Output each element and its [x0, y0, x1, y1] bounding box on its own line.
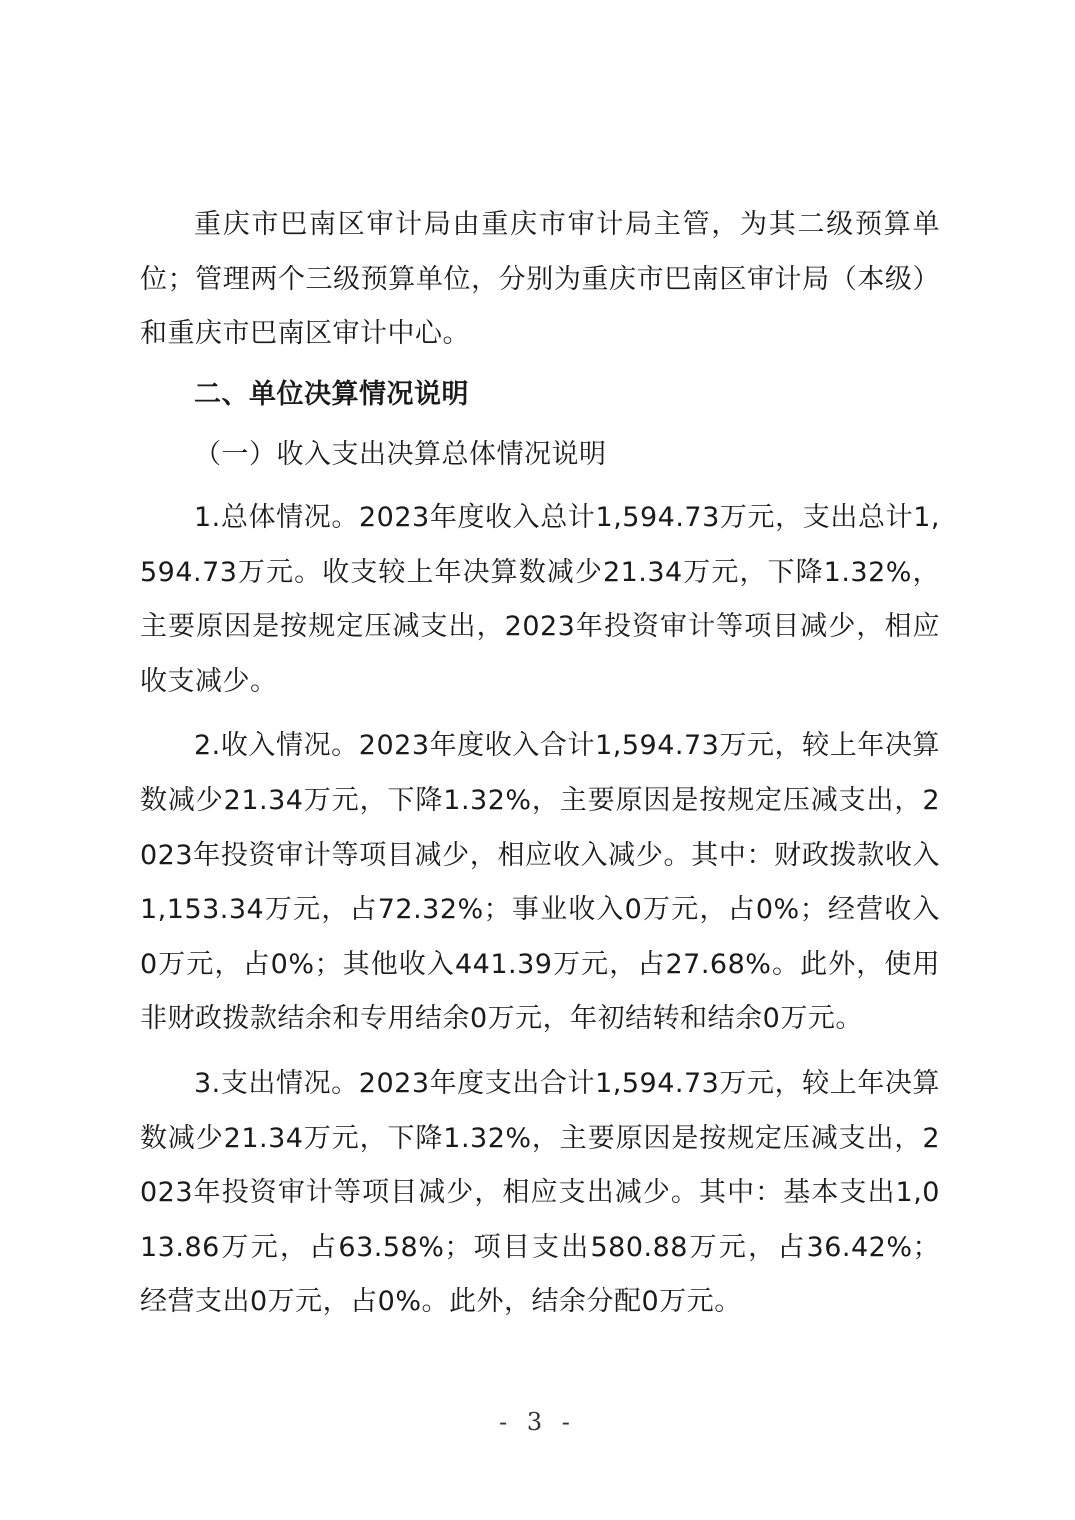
income-situation-paragraph — [140, 719, 940, 1047]
income-situation-lead: 2.收入情况。 — [194, 730, 359, 762]
subsection-heading: （一）收入支出决算总体情况说明 — [194, 439, 607, 471]
section-heading: 二、单位决算情况说明 — [194, 378, 469, 410]
intro-paragraph: 重庆市巴南区审计局由重庆市审计局主管，为其二级预算单位；管理两个三级预算单位，分别为重庆市巴南区审计局（本级）和重庆市巴南区审计中心。 — [140, 209, 940, 350]
expenditure-situation-text: 2023年度支出合计1,594.73万元，较上年决算数减少21.34万元，下降1.32%，主要原因是按规定压减支出，2023年投资审计等项目减少，相应支出减少。其中：基本支出1,013.86万元，占63.58%；项目支出580.88万元，占36.42%；经营支出0万元，占0%。此外，结余分配0万元。 — [140, 1067, 941, 1318]
overall-situation-paragraph — [140, 491, 940, 709]
page-number: - 3 - — [499, 1408, 576, 1436]
document-body — [140, 198, 940, 1330]
overall-situation-lead: 1.总体情况。 — [194, 501, 359, 533]
overall-situation-text: 2023年度收入总计1,594.73万元，支出总计1,594.73万元。收支较上年决算数减少21.34万元，下降1.32%，主要原因是按规定压减支出，2023年投资审计等项目减少，相应收支减少。 — [140, 501, 940, 697]
income-situation-text: 2023年度收入合计1,594.73万元，较上年决算数减少21.34万元，下降1.32%，主要原因是按规定压减支出，2023年投资审计等项目减少，相应收入减少。其中：财政拨款收入1,153.34万元，占72.32%；事业收入0万元，占0%；经营收入0万元，占0%；其他收入441.39万元，占27.68%。此外，使用非财政拨款结余和专用结余0万元，年初结转和结余0万元。 — [140, 730, 941, 1035]
expenditure-situation-lead: 3.支出情况。 — [194, 1067, 359, 1099]
expenditure-situation-paragraph — [140, 1057, 940, 1330]
